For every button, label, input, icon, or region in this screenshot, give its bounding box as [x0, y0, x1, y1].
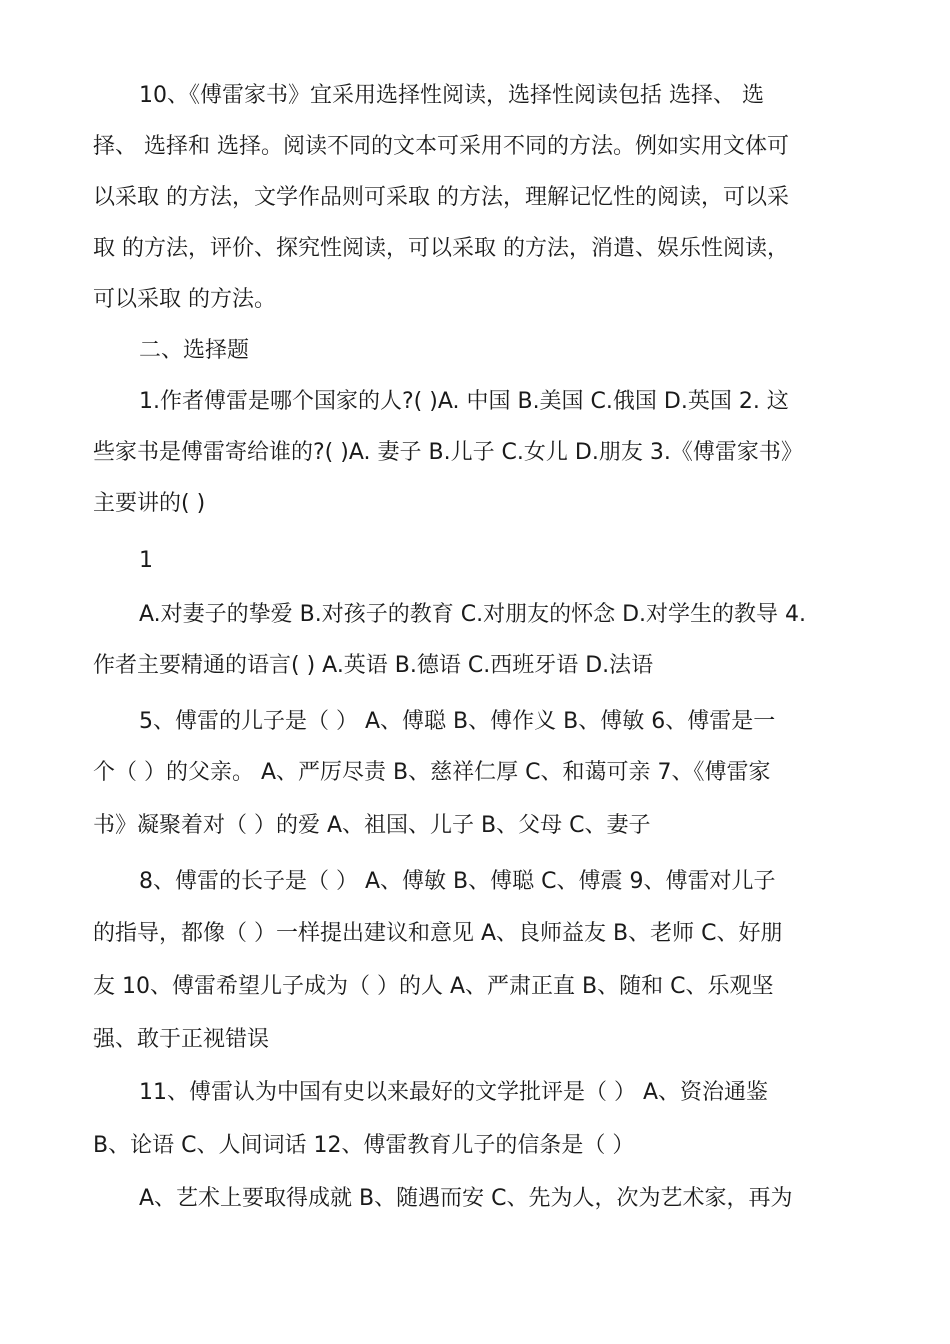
text-line: 取 的方法，评价、探究性阅读，可以采取 的方法，消遣、娱乐性阅读，: [93, 236, 789, 261]
text-line: A、艺术上要取得成就 B、随遇而安 C、先为人，次为艺术家，再为: [139, 1186, 793, 1211]
text-line: 11、傅雷认为中国有史以来最好的文学批评是（ ） A、资治通鉴: [139, 1080, 769, 1105]
text-line: 可以采取 的方法。: [93, 287, 276, 312]
text-line: 个（ ）的父亲。 A、严厉尽责 B、慈祥仁厚 C、和蔼可亲 7、《傅雷家: [93, 760, 771, 785]
text-line: 1.作者傅雷是哪个国家的人?( )A. 中国 B.美国 C.俄国 D.英国 2. 这: [139, 389, 789, 414]
text-line: 1: [139, 548, 153, 573]
text-line: 5、傅雷的儿子是（ ） A、傅聪 B、傅作义 B、傅敏 6、傅雷是一: [139, 709, 776, 734]
text-line: 作者主要精通的语言( ) A.英语 B.德语 C.西班牙语 D.法语: [93, 653, 654, 678]
text-line: 主要讲的( ): [93, 491, 206, 516]
text-line: 书》凝聚着对（ ）的爱 A、祖国、儿子 B、父母 C、妻子: [93, 813, 651, 838]
text-line: 强、敢于正视错误: [93, 1027, 270, 1052]
text-line: 友 10、傅雷希望儿子成为（ ）的人 A、严肃正直 B、随和 C、乐观坚: [93, 974, 774, 999]
text-line: 些家书是傅雷寄给谁的?( )A. 妻子 B.儿子 C.女儿 D.朋友 3.《傅雷家书》: [93, 440, 803, 465]
text-line: B、论语 C、人间词话 12、傅雷教育儿子的信条是（ ）: [93, 1133, 635, 1158]
text-line: 的指导，都像（ ）一样提出建议和意见 A、良师益友 B、老师 C、好朋: [93, 921, 783, 946]
text-line: 以采取 的方法，文学作品则可采取 的方法，理解记忆性的阅读，可以采: [93, 185, 789, 210]
text-line: 8、傅雷的长子是（ ） A、傅敏 B、傅聪 C、傅震 9、傅雷对儿子: [139, 869, 776, 894]
text-line: A.对妻子的挚爱 B.对孩子的教育 C.对朋友的怀念 D.对学生的教导 4.: [139, 602, 806, 627]
text-line: 10、《傅雷家书》宜采用选择性阅读，选择性阅读包括 选择、 选: [139, 83, 764, 108]
section-heading: 二、选择题: [139, 338, 250, 363]
text-line: 择、 选择和 选择。阅读不同的文本可采用不同的方法。例如实用文体可: [93, 134, 789, 159]
